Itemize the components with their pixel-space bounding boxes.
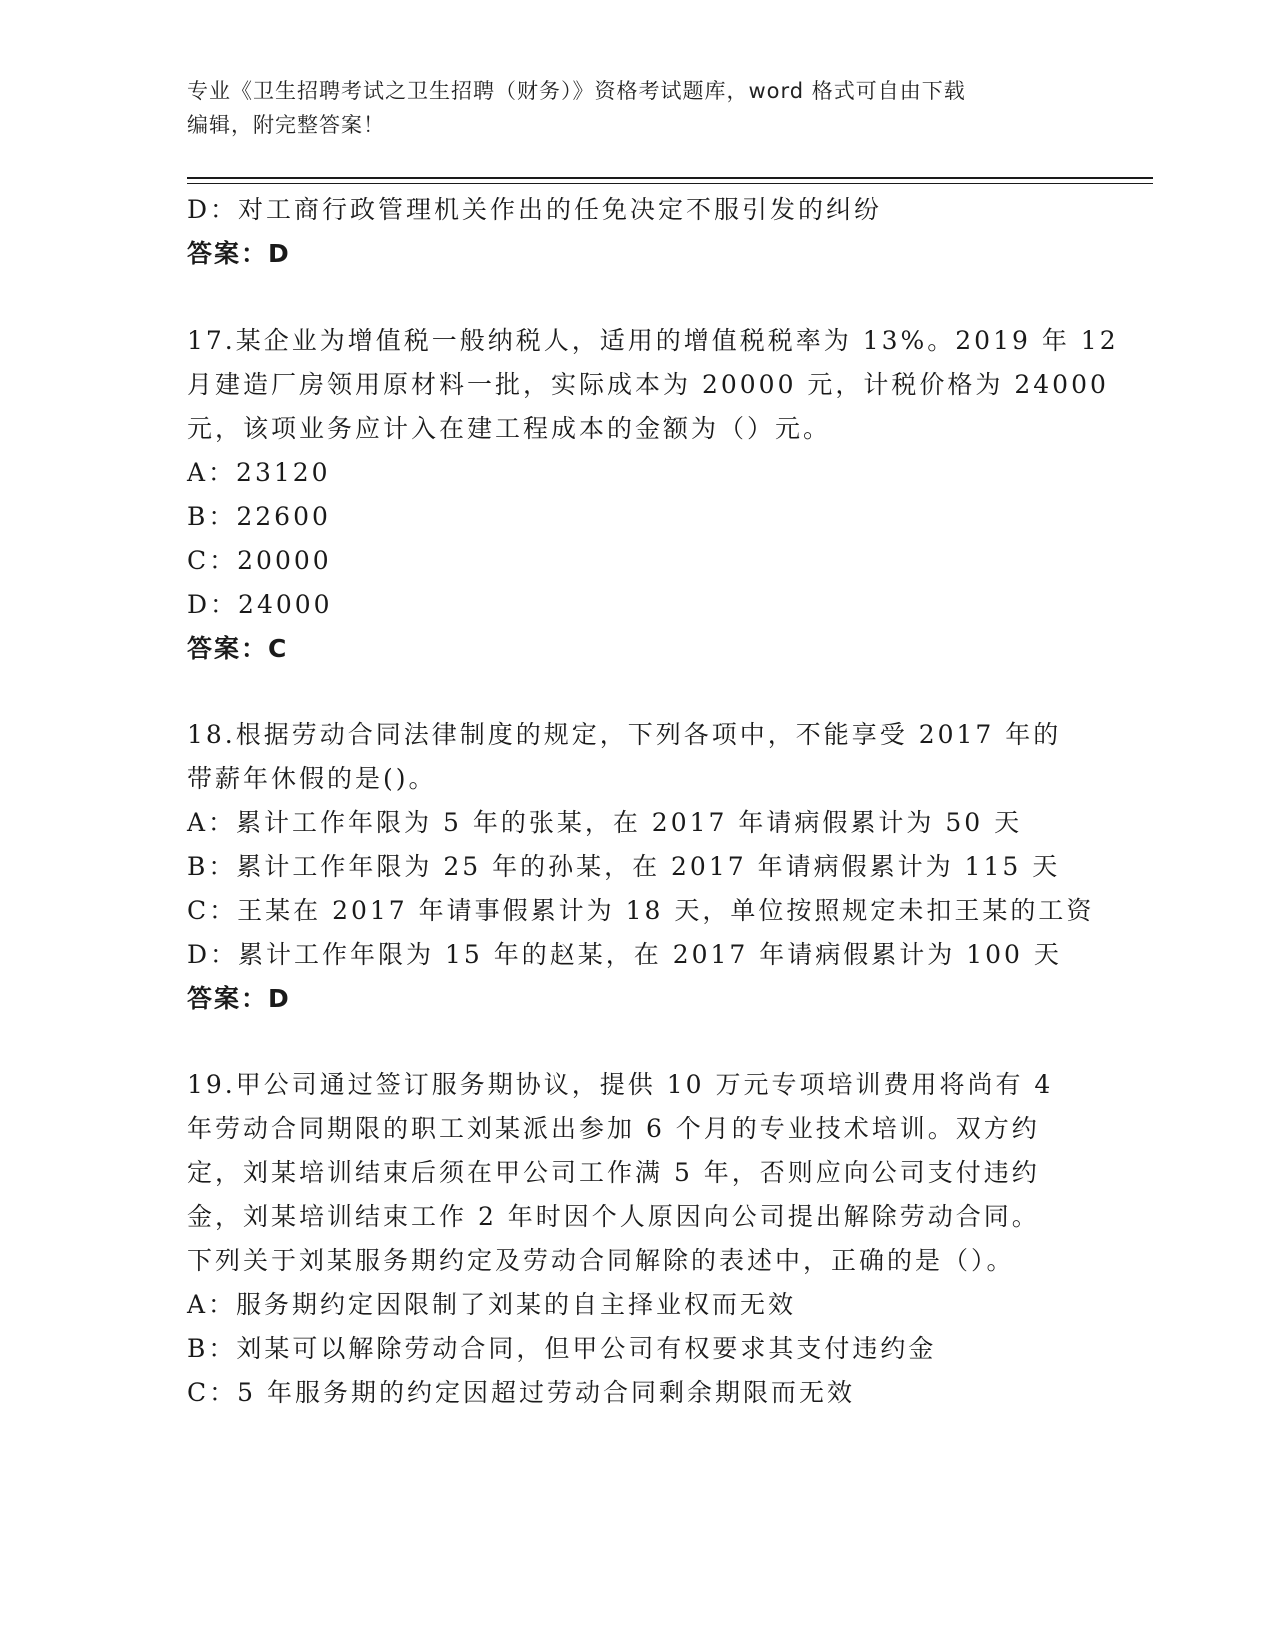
q17-option-a: A：23120 [187, 458, 331, 487]
q18-answer: 答案：D [187, 984, 291, 1013]
header-line-1: 专业《卫生招聘考试之卫生招聘（财务）》资格考试题库，word 格式可自由下载 [187, 79, 966, 103]
q18-stem-line-2: 带薪年休假的是()。 [187, 764, 437, 793]
q17-answer: 答案：C [187, 634, 289, 663]
q17-option-b: B：22600 [187, 502, 331, 531]
document-header [187, 74, 1087, 142]
prev-answer: 答案：D [187, 239, 291, 268]
q17-stem-line-2: 月建造厂房领用原材料一批，实际成本为 20000 元，计税价格为 24000 [187, 370, 1109, 399]
q17-stem-line-3: 元，该项业务应计入在建工程成本的金额为（）元。 [187, 414, 832, 443]
q17-option-c: C：20000 [187, 546, 332, 575]
header-line-2: 编辑，附完整答案！ [187, 113, 385, 137]
q19-stem-line-5: 下列关于刘某服务期约定及劳动合同解除的表述中，正确的是（）。 [187, 1246, 1015, 1275]
q19-stem-line-3: 定，刘某培训结束后须在甲公司工作满 5 年，否则应向公司支付违约 [187, 1158, 1040, 1187]
q19-stem-line-2: 年劳动合同期限的职工刘某派出参加 6 个月的专业技术培训。双方约 [187, 1114, 1040, 1143]
header-divider-thin [187, 183, 1153, 184]
q19-option-c: C：5 年服务期的约定因超过劳动合同剩余期限而无效 [187, 1378, 855, 1407]
header-divider-thick [187, 177, 1153, 179]
q18-option-b: B：累计工作年限为 25 年的孙某，在 2017 年请病假累计为 115 天 [187, 852, 1061, 881]
q18-option-a: A：累计工作年限为 5 年的张某，在 2017 年请病假累计为 50 天 [187, 808, 1023, 837]
q18-option-d: D：累计工作年限为 15 年的赵某，在 2017 年请病假累计为 100 天 [187, 940, 1062, 969]
q19-stem-line-1: 19.甲公司通过签订服务期协议，提供 10 万元专项培训费用将尚有 4 [187, 1070, 1054, 1099]
q17-option-d: D：24000 [187, 590, 333, 619]
q18-option-c: C：王某在 2017 年请事假累计为 18 天，单位按照规定未扣王某的工资 [187, 896, 1095, 925]
q19-option-b: B：刘某可以解除劳动合同，但甲公司有权要求其支付违约金 [187, 1334, 937, 1363]
q17-stem-line-1: 17.某企业为增值税一般纳税人，适用的增值税税率为 13%。2019 年 12 [187, 326, 1119, 355]
q18-stem-line-1: 18.根据劳动合同法律制度的规定，下列各项中，不能享受 2017 年的 [187, 720, 1062, 749]
q19-stem-line-4: 金，刘某培训结束工作 2 年时因个人原因向公司提出解除劳动合同。 [187, 1202, 1040, 1231]
q19-option-a: A：服务期约定因限制了刘某的自主择业权而无效 [187, 1290, 797, 1319]
prev-option-d: D：对工商行政管理机关作出的任免决定不服引发的纠纷 [187, 195, 883, 224]
